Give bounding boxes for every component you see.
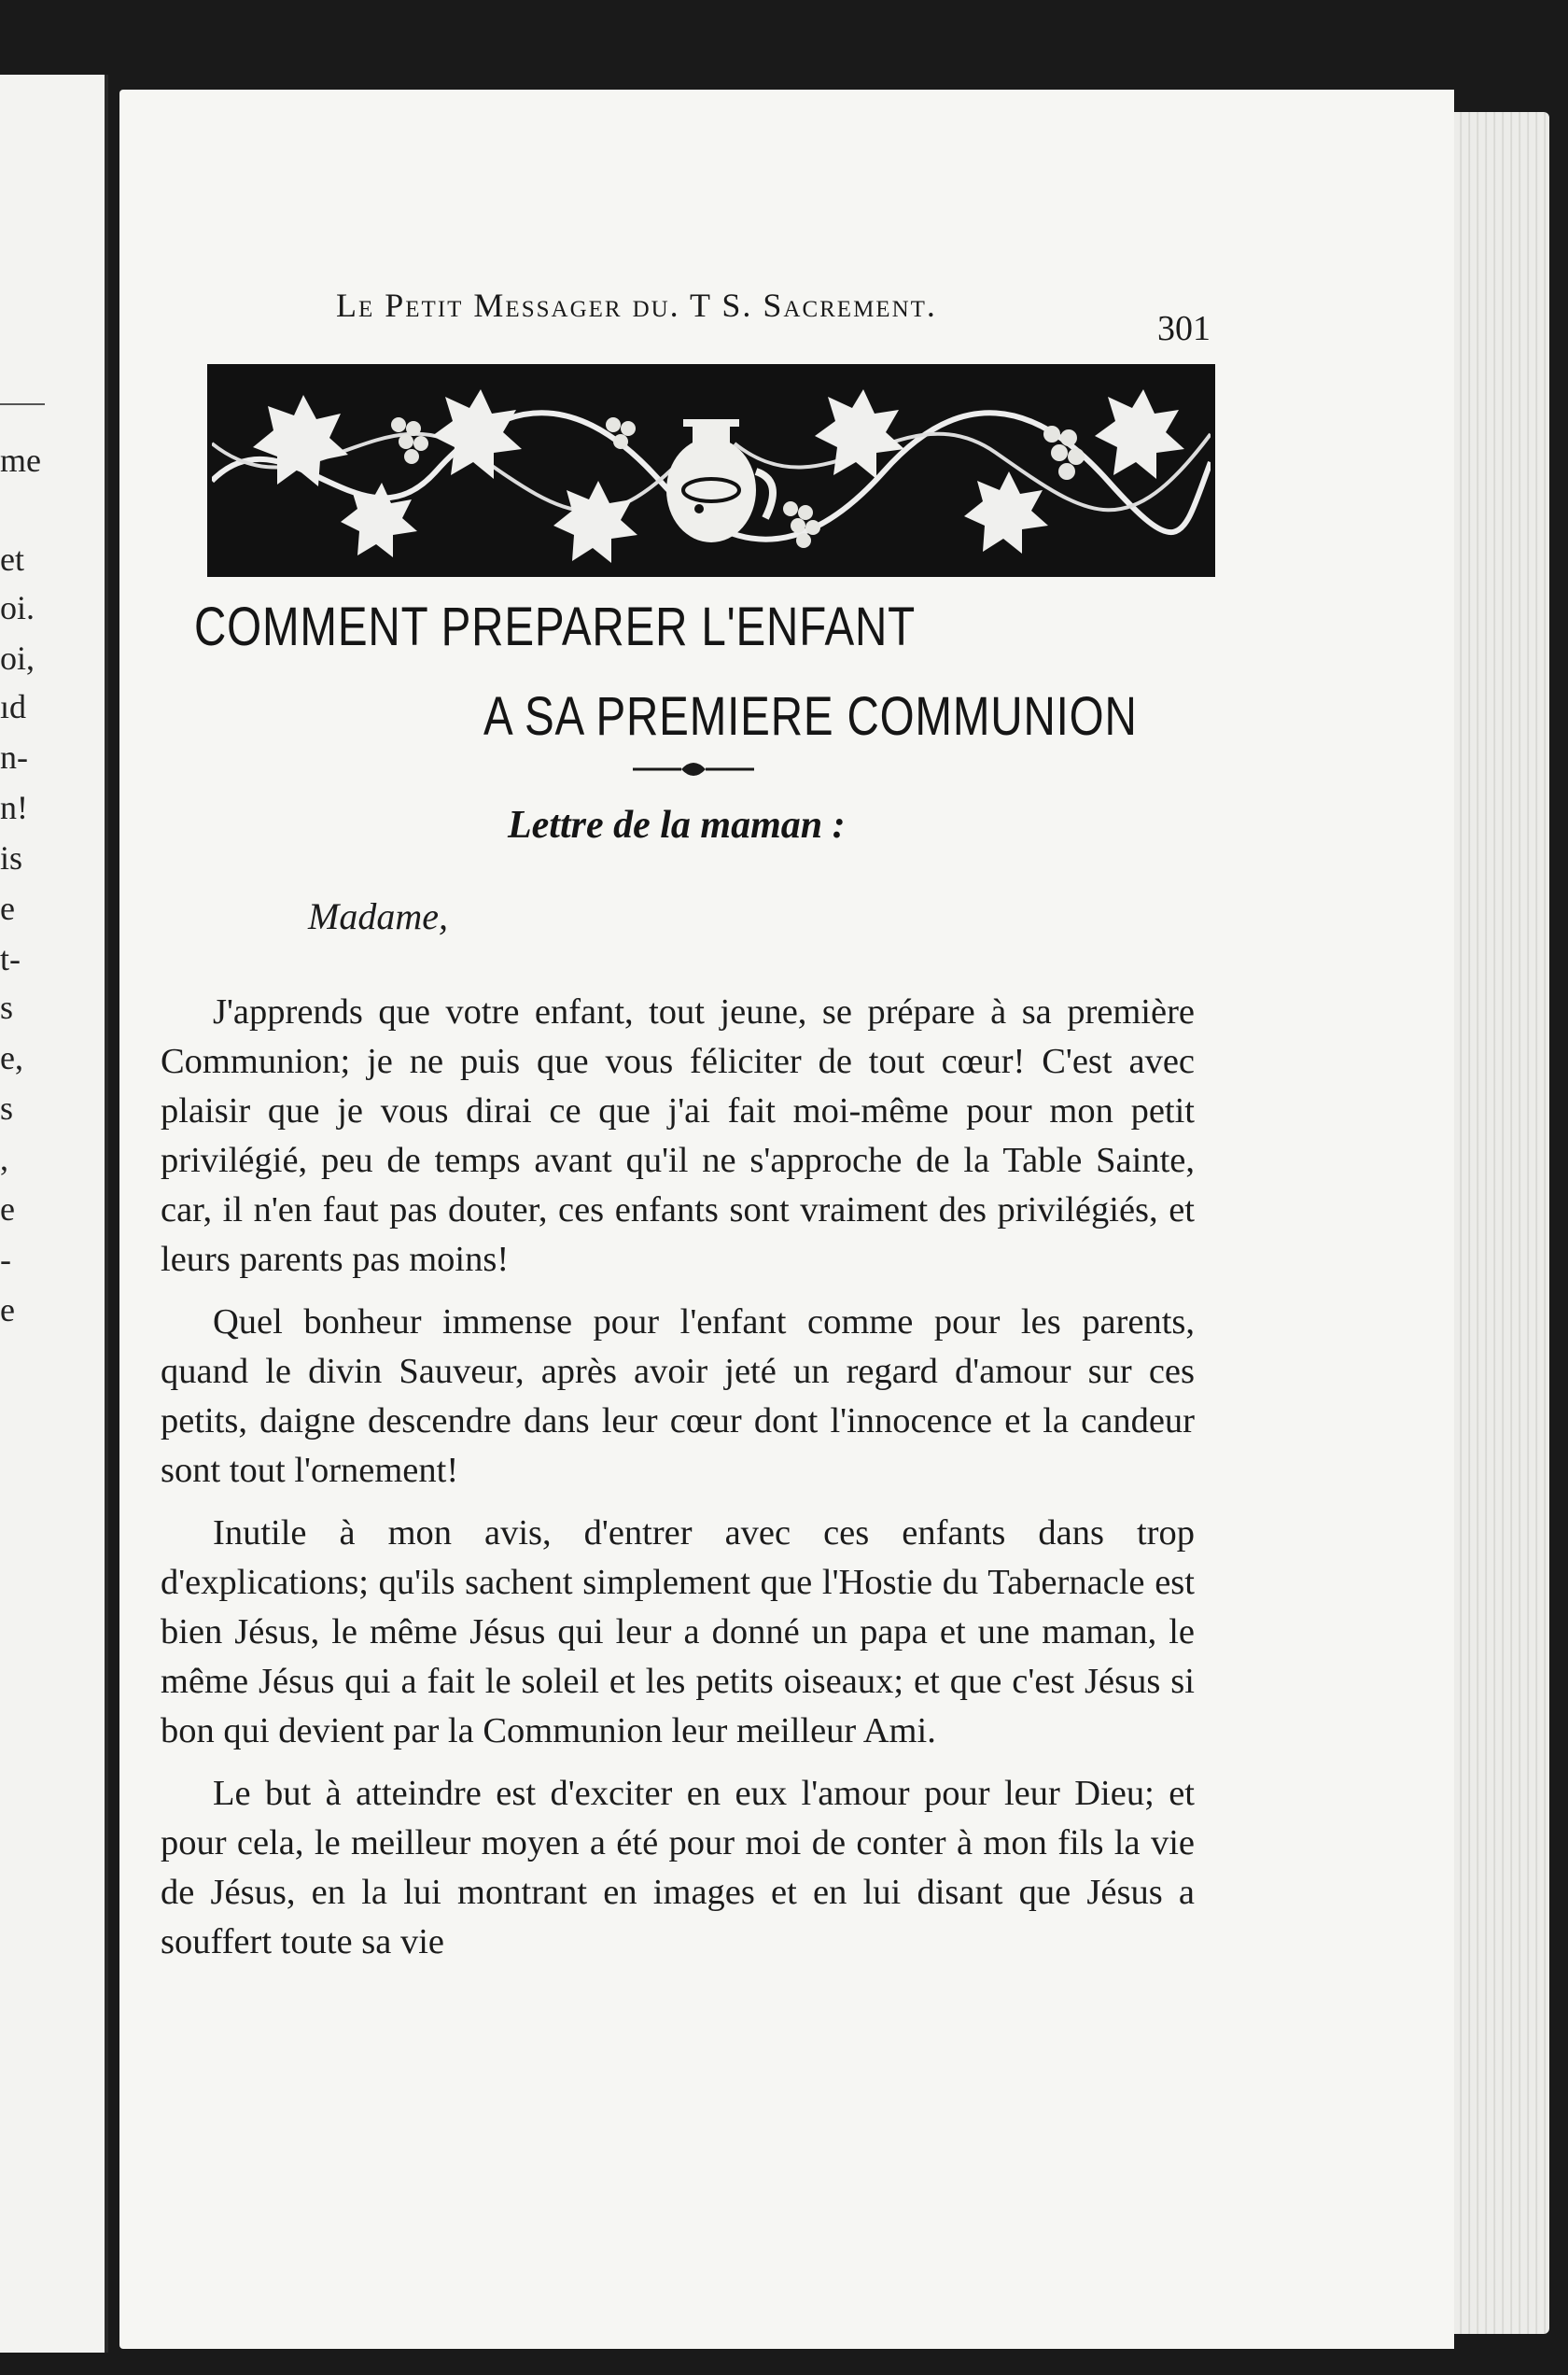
running-header: Le Petit Messager du. T S. Sacrement. <box>336 287 937 324</box>
article-subtitle: Lettre de la maman : <box>508 804 846 847</box>
previous-page-fragment: e, <box>0 1039 23 1076</box>
page-number: 301 <box>1157 309 1211 348</box>
previous-page-fragment: oi, <box>0 639 35 677</box>
vine-ornament-banner <box>207 364 1215 577</box>
previous-page-fragment: e <box>0 1291 15 1328</box>
grape-vine-ornament-icon <box>212 369 1211 572</box>
previous-page-fragment: e <box>0 1190 15 1228</box>
previous-page-fragment: ıd <box>0 688 27 725</box>
previous-page-fragment: e <box>0 890 15 927</box>
previous-page-fragment: s <box>0 1089 14 1127</box>
body-paragraph: Inutile à mon avis, d'entrer avec ces enfants dans trop d'explications; qu'ils sachent simplement que l'Hostie du Tabernacle est bien Jésus, le même Jésus qui leur a donné un papa et une maman, le même Jésus qui a fait le soleil et les petits oiseaux; et que c'est Jésus si bon qui devient par la Communion leur meilleur Ami. <box>161 1513 1195 1750</box>
previous-page-fragment: , <box>0 1140 8 1177</box>
body-paragraph: J'apprends que votre enfant, tout jeune, se prépare à sa première Communion; je ne puis que vous féliciter de tout cœur! C'est avec plaisir que je vous dirai ce que j'ai fait moi-même pour mon petit privilégié, peu de temps avant qu'il ne s'approche de la Table Sainte, car, il n'en faut pas douter, ces enfants sont vraiment des privilégiés, et leurs parents pas moins! <box>161 992 1195 1279</box>
previous-page-fragment: n- <box>0 738 28 776</box>
body-paragraph: Le but à atteindre est d'exciter en eux l'amour pour leur Dieu; et pour cela, le meilleur moyen a été pour moi de conter à mon fils la vie de Jésus, en la lui montrant en images et en lui disant que Jésus a souffert toute sa vie <box>161 1774 1195 1961</box>
previous-page-fragment: - <box>0 1241 11 1278</box>
previous-page-fragment: oi. <box>0 589 35 626</box>
article-body <box>161 988 1195 1980</box>
letter-salutation: Madame, <box>308 895 448 937</box>
article-title-line-1: COMMENT PREPARER L'ENFANT <box>194 597 917 657</box>
previous-page-fragment: s <box>0 989 14 1026</box>
previous-page-fragment: me <box>0 442 41 479</box>
previous-page-fragment: et <box>0 541 24 578</box>
previous-page-fragment: n! <box>0 789 28 826</box>
previous-page-fragment: is <box>0 839 23 877</box>
body-paragraph: Quel bonheur immense pour l'enfant comme pour les parents, quand le divin Sauveur, après avoir jeté un regard d'amour sur ces petits, daigne descendre dans leur cœur dont l'innocence et la candeur sont tout l'ornement! <box>161 1302 1195 1490</box>
article-title-line-2: A SA PREMIERE COMMUNION <box>483 686 1138 747</box>
previous-page-edge <box>0 75 108 2353</box>
fleuron-divider-icon <box>633 758 754 780</box>
previous-page-fragment: t- <box>0 940 21 977</box>
previous-page-rule <box>0 403 45 405</box>
page-stack-edges <box>1437 112 1549 2334</box>
